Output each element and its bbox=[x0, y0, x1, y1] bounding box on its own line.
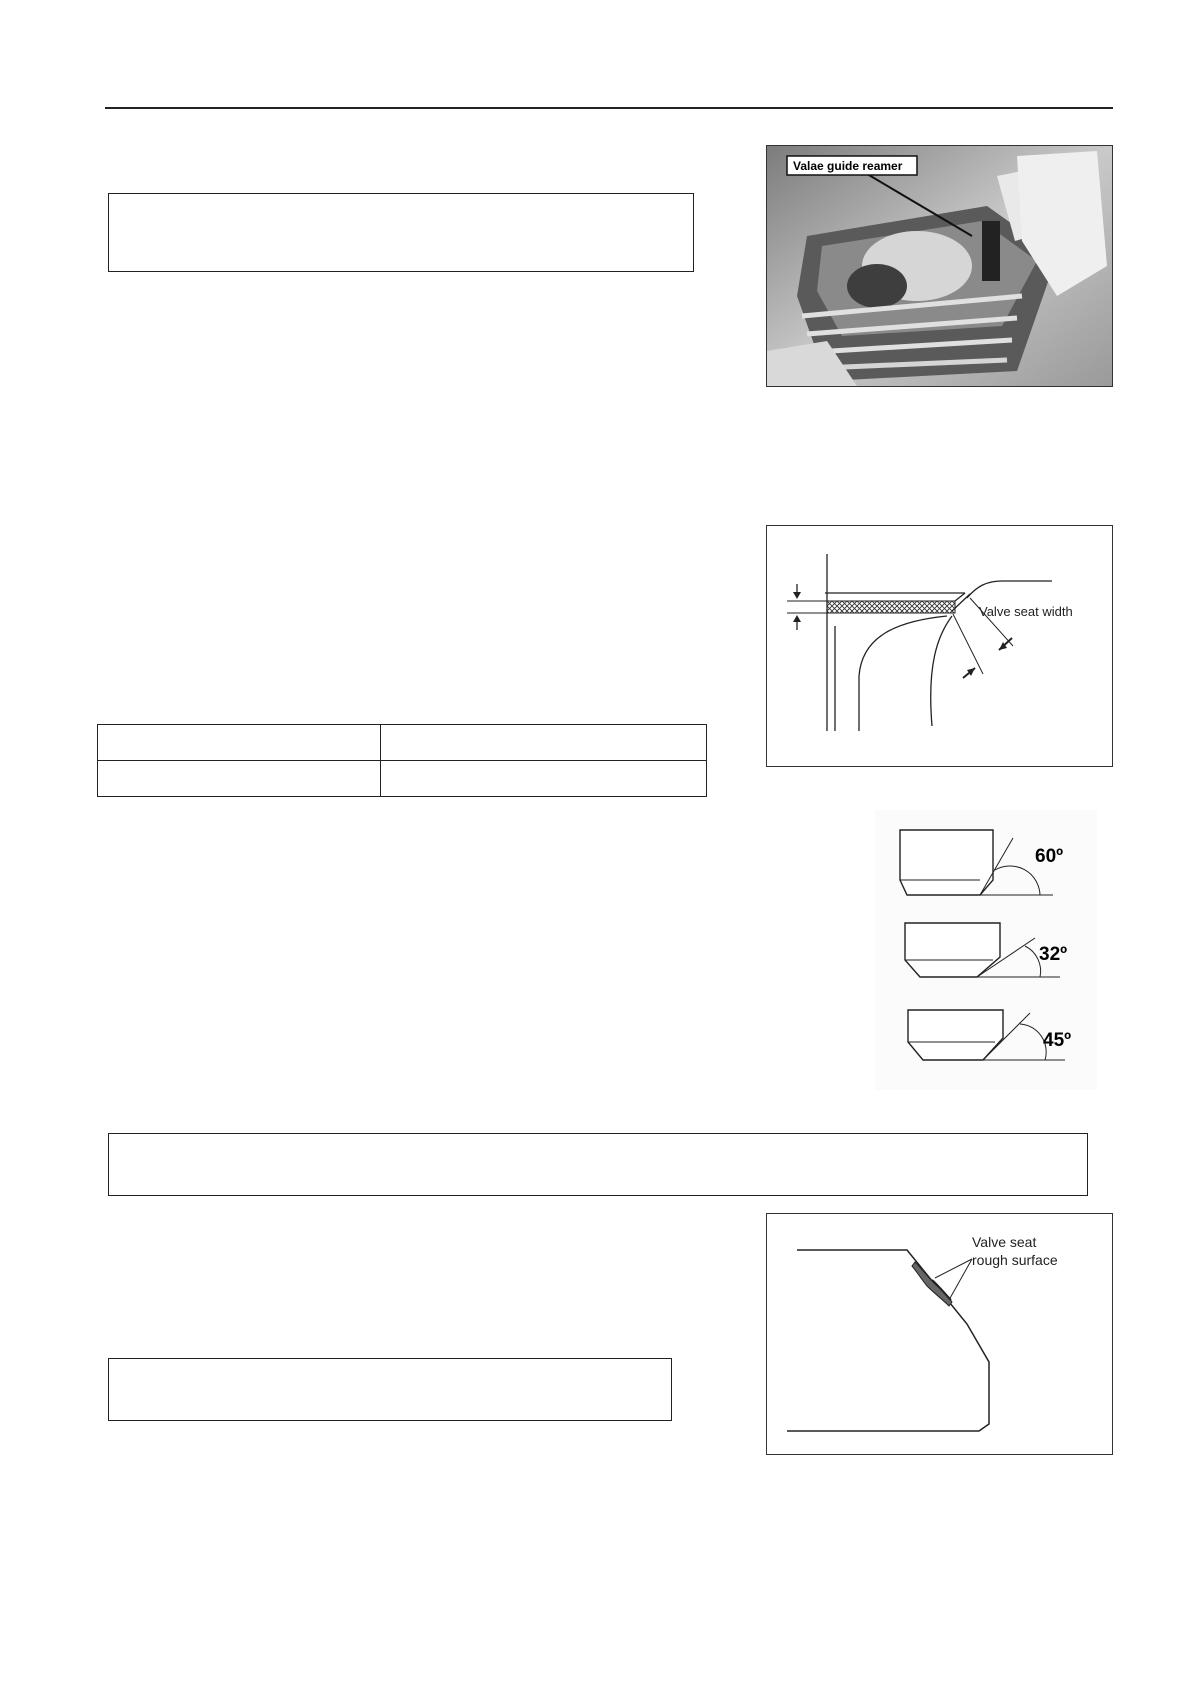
seat-width-label: Valve seat width bbox=[979, 604, 1073, 619]
angle-60-label: 60º bbox=[1035, 846, 1064, 867]
note-box-2 bbox=[108, 1133, 1088, 1196]
cutter-60 bbox=[900, 830, 1063, 895]
angle-32-label: 32º bbox=[1039, 944, 1068, 965]
note-box-1 bbox=[108, 193, 694, 272]
valve-seat-width-figure bbox=[766, 525, 1113, 767]
valve-seat-rough-surface-figure bbox=[766, 1213, 1113, 1455]
table-cell bbox=[381, 761, 707, 797]
table-cell bbox=[98, 725, 381, 761]
angle-45-label: 45º bbox=[1043, 1030, 1072, 1051]
seat-cutter-angles-figure bbox=[875, 810, 1097, 1090]
table-row bbox=[98, 725, 707, 761]
reamer-label: Valae guide reamer bbox=[793, 159, 903, 173]
note-box-3 bbox=[108, 1358, 672, 1421]
spec-table bbox=[97, 724, 707, 797]
cutter-45 bbox=[908, 1010, 1071, 1060]
cutter-32 bbox=[905, 923, 1067, 977]
table-row bbox=[98, 761, 707, 797]
valve-guide-reamer-photo bbox=[766, 145, 1113, 387]
table-cell bbox=[381, 725, 707, 761]
rough-surface-label-1: Valve seat bbox=[972, 1234, 1037, 1250]
header-rule bbox=[105, 107, 1113, 109]
table-cell bbox=[98, 761, 381, 797]
rough-surface-label-2: rough surface bbox=[972, 1252, 1058, 1268]
